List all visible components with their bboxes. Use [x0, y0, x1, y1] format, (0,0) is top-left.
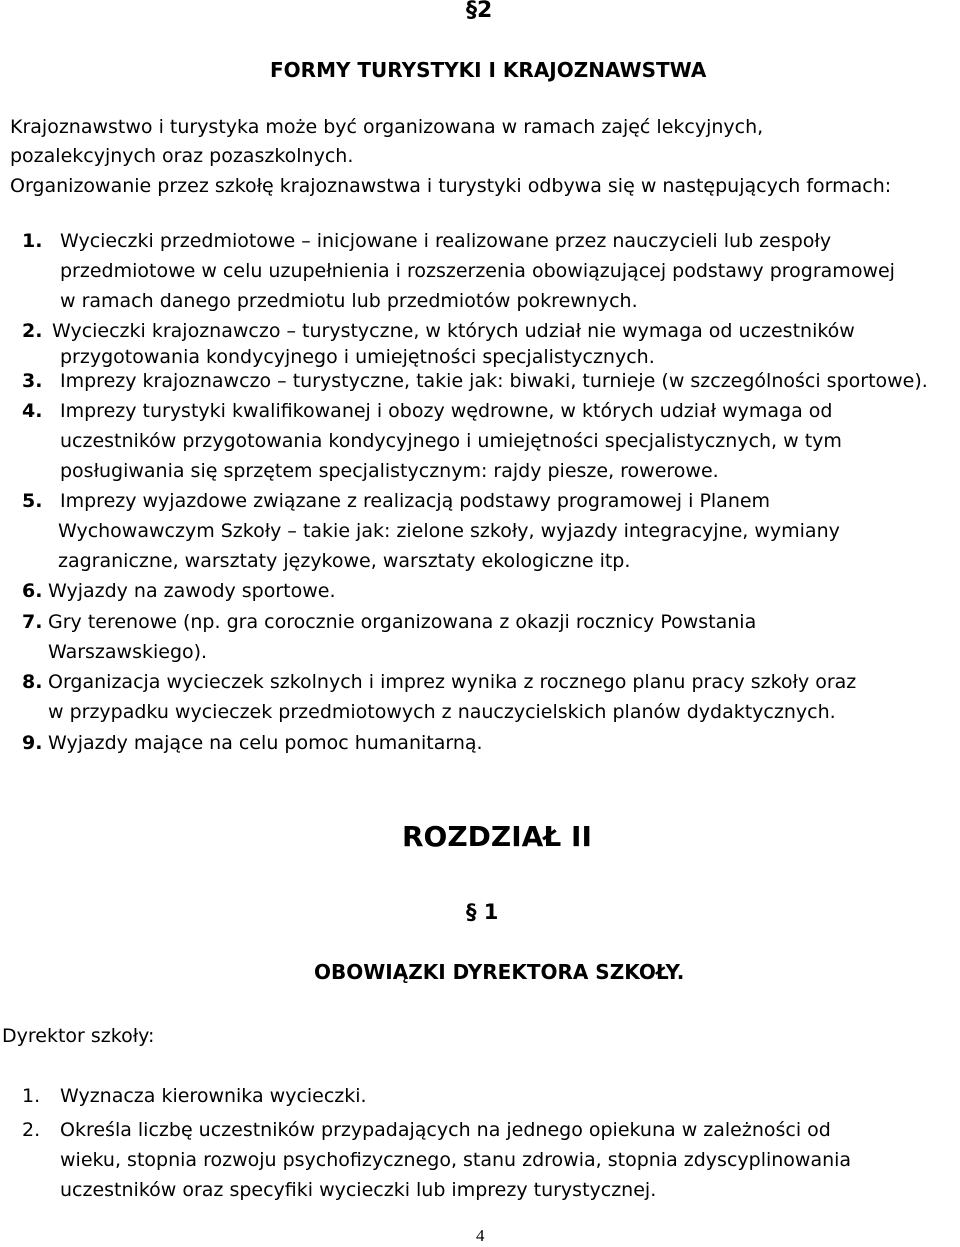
list-item-text: Gry terenowe (np. gra corocznie organizowana z okazji rocznicy Powstania	[48, 611, 757, 633]
list-item-text: w przypadku wycieczek przedmiotowych z nauczycielskich planów dydaktycznych.	[48, 701, 836, 723]
list-item-number: 5.	[22, 490, 43, 512]
list-item-number: 1.	[22, 230, 43, 252]
list-item-number: 8.	[22, 671, 43, 693]
intro-line: Krajoznawstwo i turystyka może być organizowana w ramach zajęć lekcyjnych,	[10, 116, 764, 138]
list-item-number: 6.	[22, 580, 43, 602]
list-item-text: Imprezy wyjazdowe związane z realizacją podstawy programowej i Planem	[60, 490, 771, 512]
list-item-number: 2.	[22, 1119, 41, 1141]
list-item-text: Wyznacza kierownika wycieczki.	[60, 1085, 367, 1107]
list-item-number: 7.	[22, 611, 43, 633]
list-item-text: wieku, stopnia rozwoju psychofizycznego, stanu zdrowia, stopnia zdyscyplinowania	[60, 1149, 852, 1171]
list-item-text: Wyjazdy mające na celu pomoc humanitarną.	[48, 732, 483, 754]
list-item-number: 1.	[22, 1085, 41, 1107]
chapter-title: ROZDZIAŁ II	[402, 820, 592, 853]
list-item-number: 9.	[22, 732, 43, 754]
chapter-heading: OBOWIĄZKI DYREKTORA SZKOŁY.	[314, 960, 685, 984]
list-item-text: w ramach danego przedmiotu lub przedmiotów pokrewnych.	[60, 290, 638, 312]
list-item-number: 4.	[22, 400, 43, 422]
list-item-text: Wychowawczym Szkoły – takie jak: zielone szkoły, wyjazdy integracyjne, wymiany	[58, 520, 840, 542]
list-item-text: uczestników przygotowania kondycyjnego i umiejętności specjalistycznych, w tym	[60, 430, 842, 452]
section-heading: FORMY TURYSTYKI I KRAJOZNAWSTWA	[270, 58, 707, 82]
intro-line: Organizowanie przez szkołę krajoznawstwa i turystyki odbywa się w następujących formach:	[10, 175, 892, 197]
list-item-text: posługiwania się sprzętem specjalistycznym: rajdy piesze, rowerowe.	[60, 460, 719, 482]
list-item-text: Warszawskiego).	[48, 641, 208, 663]
list-item-text: przedmiotowe w celu uzupełnienia i rozszerzenia obowiązującej podstawy programowej	[60, 260, 895, 282]
list-item-text: zagraniczne, warsztaty językowe, warsztaty ekologiczne itp.	[58, 550, 631, 572]
list-item-text: Organizacja wycieczek szkolnych i imprez wynika z rocznego planu pracy szkoły oraz	[48, 671, 857, 693]
list-item-number: 2.	[22, 320, 43, 342]
list-item-number: 3.	[22, 370, 43, 392]
list-item-text: uczestników oraz specyfiki wycieczki lub imprezy turystycznej.	[60, 1179, 657, 1201]
list-item-text: przygotowania kondycyjnego i umiejętności specjalistycznych.	[60, 346, 655, 368]
list-item-text: Wycieczki przedmiotowe – inicjowane i realizowane przez nauczycieli lub zespoły	[60, 230, 832, 252]
list-item-text: Określa liczbę uczestników przypadających na jednego opiekuna w zależności od	[60, 1119, 831, 1141]
page-number: 4	[476, 1226, 485, 1245]
chapter-lead: Dyrektor szkoły:	[2, 1025, 155, 1047]
list-item-text: Imprezy krajoznawczo – turystyczne, takie jak: biwaki, turnieje (w szczególności sportowe).	[60, 370, 928, 392]
list-item-text: Imprezy turystyki kwalifikowanej i obozy wędrowne, w których udział wymaga od	[60, 400, 833, 422]
list-item-text: Wycieczki krajoznawczo – turystyczne, w których udział nie wymaga od uczestników	[52, 320, 855, 342]
list-item-text: Wyjazdy na zawody sportowe.	[48, 580, 336, 602]
intro-line: pozalekcyjnych oraz pozaszkolnych.	[10, 145, 354, 167]
paragraph-sign: §2	[466, 0, 493, 23]
chapter-paragraph-sign: § 1	[466, 900, 499, 924]
